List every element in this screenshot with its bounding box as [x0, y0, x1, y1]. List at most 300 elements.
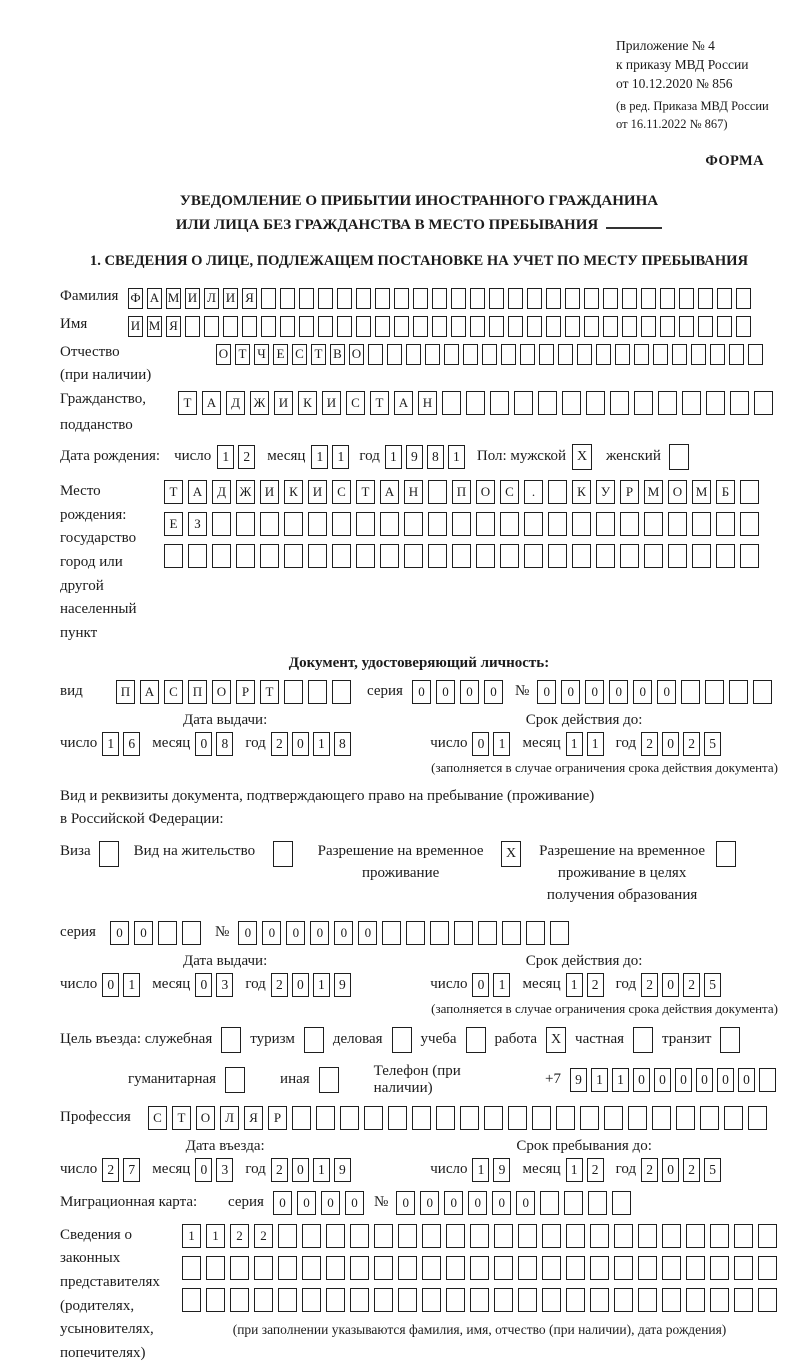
char-cell[interactable] [590, 1224, 609, 1248]
char-cell[interactable]: 1 [311, 445, 328, 469]
char-cell[interactable]: 0 [468, 1191, 487, 1215]
char-cell[interactable] [406, 344, 421, 365]
char-cell[interactable]: 0 [585, 680, 604, 704]
char-cell[interactable]: Я [244, 1106, 263, 1130]
representatives-cells-row2[interactable] [182, 1256, 777, 1280]
char-cell[interactable]: 2 [641, 1158, 658, 1182]
char-cell[interactable]: С [292, 344, 307, 365]
residence-issue-month-cells[interactable] [195, 973, 233, 997]
char-cell[interactable] [332, 512, 351, 536]
char-cell[interactable]: 2 [238, 445, 255, 469]
char-cell[interactable]: 1 [448, 445, 465, 469]
purpose-transit-checkbox[interactable] [720, 1027, 740, 1053]
char-cell[interactable]: 0 [345, 1191, 364, 1215]
purpose-official-checkbox[interactable] [221, 1027, 241, 1053]
char-cell[interactable]: С [500, 480, 519, 504]
birth-month-cells[interactable] [311, 445, 349, 469]
char-cell[interactable] [212, 512, 231, 536]
char-cell[interactable]: Т [311, 344, 326, 365]
char-cell[interactable] [182, 1288, 201, 1312]
identity-issue-month-cells[interactable] [195, 732, 233, 756]
char-cell[interactable] [374, 1256, 393, 1280]
char-cell[interactable]: 0 [195, 973, 212, 997]
char-cell[interactable] [705, 680, 724, 704]
char-cell[interactable]: 2 [683, 732, 700, 756]
purpose-other-checkbox[interactable] [319, 1067, 339, 1093]
sex-male-checkbox[interactable] [572, 444, 592, 470]
char-cell[interactable]: Т [172, 1106, 191, 1130]
char-cell[interactable]: Ж [250, 391, 269, 415]
char-cell[interactable] [628, 1106, 647, 1130]
char-cell[interactable] [538, 391, 557, 415]
char-cell[interactable] [382, 921, 401, 945]
char-cell[interactable]: 2 [254, 1224, 273, 1248]
char-cell[interactable] [478, 921, 497, 945]
char-cell[interactable] [653, 344, 668, 365]
firstname-cells[interactable] [128, 316, 751, 337]
char-cell[interactable]: З [188, 512, 207, 536]
char-cell[interactable]: 0 [195, 1158, 212, 1182]
residence-issue-day-cells[interactable] [102, 973, 140, 997]
char-cell[interactable]: 3 [216, 973, 233, 997]
char-cell[interactable] [302, 1256, 321, 1280]
char-cell[interactable]: 1 [472, 1158, 489, 1182]
char-cell[interactable] [494, 1256, 513, 1280]
char-cell[interactable] [326, 1288, 345, 1312]
char-cell[interactable] [566, 1224, 585, 1248]
char-cell[interactable] [584, 316, 599, 337]
char-cell[interactable] [676, 1106, 695, 1130]
char-cell[interactable] [356, 512, 375, 536]
residence-permit-checkbox[interactable] [273, 841, 293, 867]
char-cell[interactable] [422, 1288, 441, 1312]
char-cell[interactable] [758, 1224, 777, 1248]
char-cell[interactable] [388, 1106, 407, 1130]
char-cell[interactable]: . [524, 480, 543, 504]
char-cell[interactable] [470, 288, 485, 309]
char-cell[interactable]: 2 [271, 1158, 288, 1182]
char-cell[interactable]: О [668, 480, 687, 504]
char-cell[interactable] [451, 316, 466, 337]
stay-year-cells[interactable] [641, 1158, 721, 1182]
char-cell[interactable]: Ф [128, 288, 143, 309]
char-cell[interactable] [494, 1288, 513, 1312]
char-cell[interactable]: Б [716, 480, 735, 504]
char-cell[interactable]: 0 [472, 732, 489, 756]
char-cell[interactable]: 0 [444, 1191, 463, 1215]
char-cell[interactable] [466, 1027, 486, 1053]
char-cell[interactable] [548, 544, 567, 568]
purpose-humanitarian-checkbox[interactable] [225, 1067, 245, 1093]
char-cell[interactable] [412, 1106, 431, 1130]
char-cell[interactable] [273, 841, 293, 867]
char-cell[interactable] [318, 316, 333, 337]
char-cell[interactable]: Н [418, 391, 437, 415]
char-cell[interactable] [188, 544, 207, 568]
char-cell[interactable]: 0 [654, 1068, 671, 1092]
char-cell[interactable]: 0 [696, 1068, 713, 1092]
char-cell[interactable] [444, 344, 459, 365]
char-cell[interactable] [539, 344, 554, 365]
char-cell[interactable]: 1 [217, 445, 234, 469]
char-cell[interactable] [716, 841, 736, 867]
char-cell[interactable] [332, 680, 351, 704]
char-cell[interactable]: 1 [313, 732, 330, 756]
entry-year-cells[interactable] [271, 1158, 351, 1182]
char-cell[interactable]: 1 [123, 973, 140, 997]
char-cell[interactable]: 0 [662, 732, 679, 756]
char-cell[interactable] [729, 680, 748, 704]
birth-day-cells[interactable] [217, 445, 255, 469]
char-cell[interactable] [432, 316, 447, 337]
char-cell[interactable] [520, 344, 535, 365]
char-cell[interactable] [442, 391, 461, 415]
char-cell[interactable] [622, 288, 637, 309]
char-cell[interactable] [326, 1256, 345, 1280]
char-cell[interactable] [182, 921, 201, 945]
char-cell[interactable] [518, 1256, 537, 1280]
char-cell[interactable] [641, 316, 656, 337]
char-cell[interactable]: 0 [516, 1191, 535, 1215]
char-cell[interactable]: Р [236, 680, 255, 704]
char-cell[interactable] [527, 316, 542, 337]
char-cell[interactable]: О [216, 344, 231, 365]
identity-issue-year-cells[interactable] [271, 732, 351, 756]
char-cell[interactable]: С [332, 480, 351, 504]
char-cell[interactable] [356, 544, 375, 568]
char-cell[interactable] [542, 1288, 561, 1312]
char-cell[interactable] [375, 316, 390, 337]
char-cell[interactable] [622, 316, 637, 337]
entry-month-cells[interactable] [195, 1158, 233, 1182]
char-cell[interactable]: И [274, 391, 293, 415]
char-cell[interactable] [710, 344, 725, 365]
char-cell[interactable]: 2 [587, 973, 604, 997]
char-cell[interactable] [225, 1067, 245, 1093]
char-cell[interactable] [308, 544, 327, 568]
char-cell[interactable] [422, 1256, 441, 1280]
char-cell[interactable] [428, 512, 447, 536]
purpose-study-checkbox[interactable] [466, 1027, 486, 1053]
stay-month-cells[interactable] [566, 1158, 604, 1182]
char-cell[interactable]: 0 [662, 973, 679, 997]
char-cell[interactable] [337, 288, 352, 309]
char-cell[interactable]: 5 [704, 1158, 721, 1182]
char-cell[interactable] [236, 512, 255, 536]
char-cell[interactable] [466, 391, 485, 415]
char-cell[interactable] [470, 1288, 489, 1312]
char-cell[interactable]: 0 [297, 1191, 316, 1215]
char-cell[interactable]: 1 [493, 973, 510, 997]
char-cell[interactable]: 1 [332, 445, 349, 469]
char-cell[interactable] [526, 921, 545, 945]
char-cell[interactable] [720, 1027, 740, 1053]
char-cell[interactable] [644, 512, 663, 536]
char-cell[interactable] [518, 1288, 537, 1312]
char-cell[interactable]: Т [370, 391, 389, 415]
char-cell[interactable]: К [572, 480, 591, 504]
char-cell[interactable] [501, 344, 516, 365]
char-cell[interactable] [660, 288, 675, 309]
char-cell[interactable] [615, 344, 630, 365]
char-cell[interactable]: 0 [110, 921, 129, 945]
char-cell[interactable] [686, 1256, 705, 1280]
char-cell[interactable] [304, 1027, 324, 1053]
char-cell[interactable] [580, 1106, 599, 1130]
char-cell[interactable] [284, 680, 303, 704]
char-cell[interactable] [292, 1106, 311, 1130]
char-cell[interactable]: М [147, 316, 162, 337]
residence-number-cells[interactable] [238, 921, 569, 945]
char-cell[interactable] [182, 1256, 201, 1280]
char-cell[interactable] [672, 344, 687, 365]
char-cell[interactable]: 0 [657, 680, 676, 704]
char-cell[interactable]: Р [620, 480, 639, 504]
char-cell[interactable]: Т [260, 680, 279, 704]
char-cell[interactable] [652, 1106, 671, 1130]
char-cell[interactable]: Т [178, 391, 197, 415]
char-cell[interactable]: 0 [292, 732, 309, 756]
char-cell[interactable] [230, 1256, 249, 1280]
char-cell[interactable] [337, 316, 352, 337]
char-cell[interactable] [558, 344, 573, 365]
char-cell[interactable] [260, 512, 279, 536]
char-cell[interactable] [548, 480, 567, 504]
char-cell[interactable] [406, 921, 425, 945]
char-cell[interactable] [350, 1256, 369, 1280]
char-cell[interactable] [404, 544, 423, 568]
char-cell[interactable] [494, 1224, 513, 1248]
char-cell[interactable] [590, 1256, 609, 1280]
char-cell[interactable] [754, 391, 773, 415]
char-cell[interactable] [590, 1288, 609, 1312]
char-cell[interactable] [736, 288, 751, 309]
char-cell[interactable] [394, 316, 409, 337]
char-cell[interactable]: Л [220, 1106, 239, 1130]
char-cell[interactable] [316, 1106, 335, 1130]
char-cell[interactable] [261, 288, 276, 309]
char-cell[interactable]: 2 [641, 973, 658, 997]
char-cell[interactable]: Е [164, 512, 183, 536]
char-cell[interactable]: X [501, 841, 521, 867]
char-cell[interactable] [350, 1224, 369, 1248]
char-cell[interactable] [724, 1106, 743, 1130]
char-cell[interactable]: 2 [271, 732, 288, 756]
char-cell[interactable] [398, 1256, 417, 1280]
char-cell[interactable] [508, 288, 523, 309]
char-cell[interactable] [206, 1288, 225, 1312]
char-cell[interactable] [508, 316, 523, 337]
char-cell[interactable] [546, 316, 561, 337]
char-cell[interactable]: М [644, 480, 663, 504]
char-cell[interactable] [644, 544, 663, 568]
representatives-cells-row1[interactable] [182, 1224, 777, 1248]
char-cell[interactable] [398, 1288, 417, 1312]
char-cell[interactable] [542, 1256, 561, 1280]
char-cell[interactable]: 1 [385, 445, 402, 469]
char-cell[interactable] [596, 344, 611, 365]
char-cell[interactable]: О [196, 1106, 215, 1130]
char-cell[interactable] [452, 512, 471, 536]
birthplace-cells-row2[interactable] [164, 512, 759, 536]
char-cell[interactable] [454, 921, 473, 945]
char-cell[interactable]: X [572, 444, 592, 470]
char-cell[interactable] [223, 316, 238, 337]
char-cell[interactable] [299, 288, 314, 309]
char-cell[interactable] [490, 391, 509, 415]
char-cell[interactable] [164, 544, 183, 568]
char-cell[interactable]: 0 [262, 921, 281, 945]
char-cell[interactable]: 2 [230, 1224, 249, 1248]
char-cell[interactable] [682, 391, 701, 415]
char-cell[interactable]: 5 [704, 732, 721, 756]
purpose-work-checkbox[interactable] [546, 1027, 566, 1053]
char-cell[interactable]: 9 [334, 973, 351, 997]
char-cell[interactable]: 9 [334, 1158, 351, 1182]
char-cell[interactable] [566, 1288, 585, 1312]
stay-day-cells[interactable] [472, 1158, 510, 1182]
char-cell[interactable] [604, 1106, 623, 1130]
char-cell[interactable] [641, 288, 656, 309]
char-cell[interactable]: С [148, 1106, 167, 1130]
char-cell[interactable] [736, 316, 751, 337]
char-cell[interactable]: 1 [313, 1158, 330, 1182]
char-cell[interactable]: Я [166, 316, 181, 337]
char-cell[interactable] [710, 1224, 729, 1248]
char-cell[interactable] [489, 316, 504, 337]
char-cell[interactable] [432, 288, 447, 309]
char-cell[interactable]: 0 [662, 1158, 679, 1182]
char-cell[interactable] [596, 544, 615, 568]
char-cell[interactable] [734, 1224, 753, 1248]
char-cell[interactable]: 0 [134, 921, 153, 945]
char-cell[interactable]: А [140, 680, 159, 704]
char-cell[interactable]: М [166, 288, 181, 309]
char-cell[interactable] [596, 512, 615, 536]
char-cell[interactable] [236, 544, 255, 568]
char-cell[interactable]: П [452, 480, 471, 504]
char-cell[interactable]: 0 [273, 1191, 292, 1215]
char-cell[interactable] [278, 1256, 297, 1280]
char-cell[interactable] [430, 921, 449, 945]
char-cell[interactable]: 2 [102, 1158, 119, 1182]
char-cell[interactable] [634, 391, 653, 415]
char-cell[interactable]: 2 [683, 1158, 700, 1182]
char-cell[interactable]: И [260, 480, 279, 504]
char-cell[interactable]: 5 [704, 973, 721, 997]
char-cell[interactable]: 8 [334, 732, 351, 756]
char-cell[interactable] [518, 1224, 537, 1248]
residence-valid-month-cells[interactable] [566, 973, 604, 997]
char-cell[interactable] [446, 1288, 465, 1312]
char-cell[interactable] [204, 316, 219, 337]
char-cell[interactable] [280, 316, 295, 337]
char-cell[interactable] [638, 1224, 657, 1248]
middlename-cells[interactable] [216, 344, 763, 365]
char-cell[interactable]: 0 [717, 1068, 734, 1092]
char-cell[interactable]: И [128, 316, 143, 337]
char-cell[interactable]: М [692, 480, 711, 504]
char-cell[interactable] [185, 316, 200, 337]
char-cell[interactable] [500, 512, 519, 536]
char-cell[interactable] [572, 512, 591, 536]
char-cell[interactable]: 0 [460, 680, 479, 704]
char-cell[interactable] [387, 344, 402, 365]
char-cell[interactable] [463, 344, 478, 365]
char-cell[interactable] [356, 288, 371, 309]
entry-day-cells[interactable] [102, 1158, 140, 1182]
char-cell[interactable]: С [346, 391, 365, 415]
char-cell[interactable]: 7 [123, 1158, 140, 1182]
char-cell[interactable] [413, 316, 428, 337]
char-cell[interactable] [748, 1106, 767, 1130]
char-cell[interactable] [546, 288, 561, 309]
purpose-private-checkbox[interactable] [633, 1027, 653, 1053]
doc-type-cells[interactable] [116, 680, 351, 704]
char-cell[interactable]: 9 [570, 1068, 587, 1092]
char-cell[interactable]: А [188, 480, 207, 504]
char-cell[interactable]: Р [268, 1106, 287, 1130]
char-cell[interactable] [542, 1224, 561, 1248]
char-cell[interactable] [280, 288, 295, 309]
char-cell[interactable] [524, 512, 543, 536]
char-cell[interactable] [710, 1288, 729, 1312]
char-cell[interactable] [375, 288, 390, 309]
char-cell[interactable]: 1 [566, 1158, 583, 1182]
char-cell[interactable]: 0 [292, 1158, 309, 1182]
char-cell[interactable] [658, 391, 677, 415]
citizenship-cells[interactable] [178, 391, 773, 415]
char-cell[interactable] [332, 544, 351, 568]
char-cell[interactable] [700, 1106, 719, 1130]
char-cell[interactable] [308, 680, 327, 704]
char-cell[interactable] [392, 1027, 412, 1053]
char-cell[interactable] [638, 1256, 657, 1280]
char-cell[interactable] [230, 1288, 249, 1312]
char-cell[interactable] [428, 544, 447, 568]
char-cell[interactable]: Ч [254, 344, 269, 365]
char-cell[interactable] [577, 344, 592, 365]
char-cell[interactable]: 1 [566, 973, 583, 997]
char-cell[interactable]: О [349, 344, 364, 365]
char-cell[interactable] [446, 1256, 465, 1280]
char-cell[interactable] [242, 316, 257, 337]
char-cell[interactable]: Ж [236, 480, 255, 504]
char-cell[interactable] [660, 316, 675, 337]
char-cell[interactable] [318, 288, 333, 309]
identity-issue-day-cells[interactable] [102, 732, 140, 756]
char-cell[interactable] [584, 288, 599, 309]
char-cell[interactable]: В [330, 344, 345, 365]
char-cell[interactable] [508, 1106, 527, 1130]
char-cell[interactable] [566, 1256, 585, 1280]
char-cell[interactable]: П [116, 680, 135, 704]
char-cell[interactable] [99, 841, 119, 867]
char-cell[interactable] [638, 1288, 657, 1312]
char-cell[interactable]: О [476, 480, 495, 504]
char-cell[interactable]: 0 [334, 921, 353, 945]
char-cell[interactable]: К [284, 480, 303, 504]
char-cell[interactable] [572, 544, 591, 568]
char-cell[interactable]: А [394, 391, 413, 415]
char-cell[interactable] [565, 288, 580, 309]
char-cell[interactable] [620, 512, 639, 536]
char-cell[interactable]: А [380, 480, 399, 504]
char-cell[interactable] [668, 544, 687, 568]
char-cell[interactable]: И [185, 288, 200, 309]
char-cell[interactable]: 0 [238, 921, 257, 945]
char-cell[interactable]: 0 [102, 973, 119, 997]
